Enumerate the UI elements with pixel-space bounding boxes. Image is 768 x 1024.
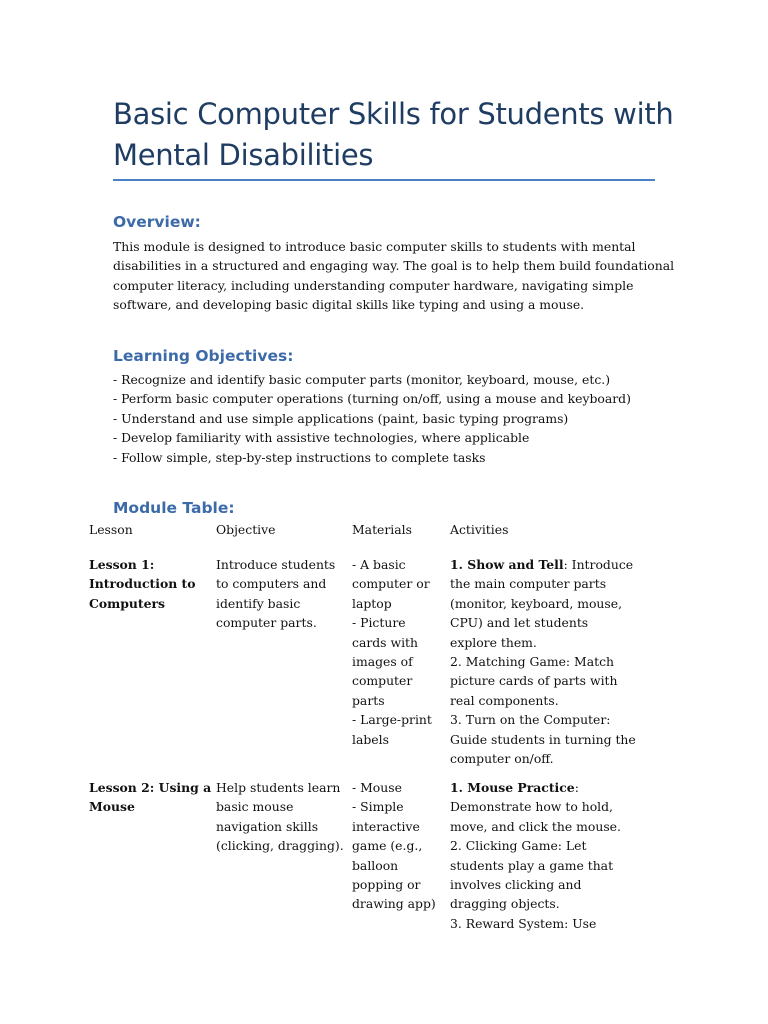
header-materials: Materials	[352, 522, 412, 537]
materials-line: parts	[352, 692, 385, 708]
header-activities: Activities	[450, 522, 509, 537]
objective-line: navigation skills	[216, 818, 319, 834]
activity-text: :	[574, 780, 579, 795]
objective-line: Help students learn	[216, 780, 341, 795]
materials-line: game (e.g.,	[352, 838, 423, 854]
objective-cell	[216, 778, 344, 856]
activities-line: 3. Reward System: Use	[450, 915, 597, 931]
materials-line: - Large-print	[352, 712, 432, 728]
objective-line: computer parts.	[216, 615, 317, 631]
activities-line	[450, 778, 630, 797]
objective-line: basic mouse	[216, 799, 294, 815]
lesson-cell	[89, 555, 209, 613]
activity-title: 1. Mouse Practice	[450, 780, 575, 795]
lesson-line: Lesson 1:	[89, 557, 155, 572]
lesson-line: Computers	[89, 595, 166, 611]
lesson-cell	[89, 778, 212, 817]
materials-line: drawing app)	[352, 896, 436, 912]
activities-line: 2. Matching Game: Match	[450, 654, 615, 670]
overview-line: This module is designed to introduce basic computer skills to students with mental	[113, 239, 636, 254]
materials-line: laptop	[352, 595, 392, 611]
materials-line: - Picture	[352, 615, 406, 631]
activities-line: the main computer parts	[450, 576, 607, 592]
objective-item: - Follow simple, step-by-step instructions to complete tasks	[113, 449, 486, 465]
activities-line: 2. Clicking Game: Let	[450, 838, 587, 854]
objective-line: Introduce students	[216, 557, 336, 572]
overview-line: software, and developing basic digital skills like typing and using a mouse.	[113, 297, 585, 313]
activities-line: students play a game that	[450, 857, 614, 873]
overview-line: computer literacy, including understanding computer hardware, navigating simple	[113, 277, 634, 293]
lesson-line: Introduction to	[89, 576, 196, 592]
document-title	[113, 94, 674, 176]
header-lesson: Lesson	[89, 522, 133, 537]
activities-line: picture cards of parts with	[450, 673, 618, 689]
lesson-line: Lesson 2: Using a	[89, 780, 212, 795]
header-objective: Objective	[216, 522, 276, 537]
learning-objectives-list	[113, 370, 631, 467]
activities-line: Guide students in turning the	[450, 731, 636, 747]
module-table-header	[89, 522, 655, 542]
materials-line: - A basic	[352, 557, 406, 572]
activities-line: real components.	[450, 692, 559, 708]
module-table-heading: Module Table:	[113, 499, 235, 517]
overview-heading: Overview:	[113, 213, 201, 231]
learning-objectives-heading: Learning Objectives:	[113, 347, 294, 365]
materials-line: images of	[352, 654, 413, 670]
activity-title: 1. Show and Tell	[450, 557, 564, 572]
overview-line: disabilities in a structured and engaging way. The goal is to help them build foundational	[113, 258, 675, 274]
overview-paragraph	[113, 237, 675, 315]
activities-line	[450, 555, 634, 574]
objective-item: - Understand and use simple applications (paint, basic typing programs)	[113, 410, 569, 426]
lesson-line: Mouse	[89, 799, 135, 815]
materials-line: cards with	[352, 634, 419, 650]
activities-line: CPU) and let students	[450, 615, 589, 631]
materials-line: balloon	[352, 857, 399, 873]
activity-text: : Introduce	[563, 557, 634, 572]
materials-line: - Simple	[352, 799, 404, 815]
materials-line: - Mouse	[352, 780, 402, 795]
objective-line: identify basic	[216, 595, 301, 611]
objective-item: - Recognize and identify basic computer parts (monitor, keyboard, mouse, etc.)	[113, 372, 611, 387]
materials-line: interactive	[352, 818, 420, 834]
title-line-2: Mental Disabilities	[113, 138, 374, 172]
activities-line: dragging objects.	[450, 896, 560, 912]
materials-line: computer or	[352, 576, 430, 592]
objective-line: (clicking, dragging).	[216, 838, 344, 854]
materials-line: computer	[352, 673, 413, 689]
objective-cell	[216, 555, 341, 633]
activities-cell	[450, 778, 630, 933]
objective-item: - Develop familiarity with assistive technologies, where applicable	[113, 430, 530, 446]
activities-line: Demonstrate how to hold,	[450, 799, 613, 815]
activities-line: (monitor, keyboard, mouse,	[450, 595, 623, 611]
materials-line: popping or	[352, 877, 421, 893]
materials-line: labels	[352, 731, 389, 747]
activities-cell	[450, 555, 636, 768]
title-line-1: Basic Computer Skills for Students with	[113, 97, 674, 131]
activities-line: 3. Turn on the Computer:	[450, 712, 611, 728]
objective-item: - Perform basic computer operations (turning on/off, using a mouse and keyboard)	[113, 391, 631, 407]
objective-line: to computers and	[216, 576, 327, 592]
materials-cell	[352, 778, 437, 914]
activities-line: computer on/off.	[450, 751, 554, 767]
activities-line: move, and click the mouse.	[450, 818, 621, 834]
materials-cell	[352, 555, 437, 749]
activities-line: explore them.	[450, 634, 537, 650]
title-underline	[113, 179, 655, 181]
activities-line: involves clicking and	[450, 877, 582, 893]
